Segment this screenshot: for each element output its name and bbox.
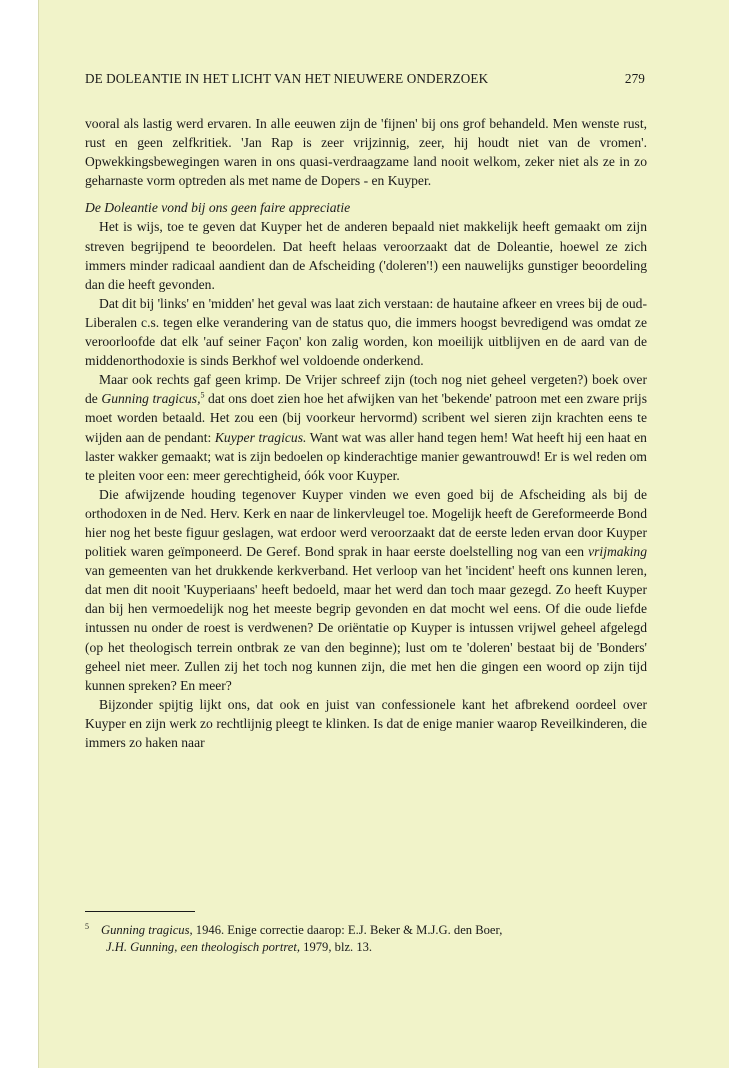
paragraph-1: vooral als lastig werd ervaren. In alle eeuwen zijn de 'fijnen' bij ons grof behandeld. Men wenste rust, rust en geen zelfkritiek. 'Jan Rap is zeer vrijzinnig, zeer, hij houdt niet van de vromen'. Opwekkingsbewegingen waren in ons quasi-verdraagzame land nooit welkom, zeker niet als ze in zo geharnaste vorm optreden als met name de Dopers - en Kuyper. [85, 116, 647, 189]
footnote-divider [85, 911, 195, 912]
footnote-line-1 [85, 922, 647, 939]
p4-text-f: Want wat was aller hand tegen hem! Wat heeft hij een haat en laster wakker gemaakt; wat is zijn bedoelen op kinderachtige manier gewantrouwd! Er is wel reden om te pleiten voor een: meer gerechtigheid, óók voor Kuyper. [85, 429, 647, 483]
footnote-title-1: Gunning tragicus, [101, 923, 193, 937]
book-page [38, 0, 729, 1068]
footnote-text-2: 1979, blz. 13. [300, 940, 373, 955]
p4-title-gunning: Gunning tragicus, [101, 391, 201, 407]
page-number: 279 [624, 71, 645, 86]
running-header [85, 71, 645, 87]
running-title: DE DOLEANTIE IN HET LICHT VAN HET NIEUWERE ONDERZOEK [85, 71, 489, 86]
paragraph-4 [85, 370, 647, 485]
paragraph-2: Het is wijs, toe te geven dat Kuyper het de anderen bepaald niet makkelijk heeft gemaakt om zijn streven begrijpend te beoordelen. Dat heeft helaas veroorzaakt dat de Doleantie, hoewel ze zich immers minder radicaal aandient dan de Afscheiding ('doleren'!) een nauwelijks gunstiger beoordeling dan die heeft gevonden. [85, 219, 647, 292]
paragraph-3: Dat dit bij 'links' en 'midden' het geval was laat zich verstaan: de hautaine afkeer en vrees bij de oud-Liberalen c.s. tegen elke verandering van de status quo, die immers hoogst bevredigend was omdat ze veroorloofde dat elk 'auf seiner Façon' kon zalig worden, kon moeilijk uitblijven en de aard van de middenorthodoxie is sinds Berkhof wel voldoende onderkend. [85, 295, 647, 369]
p4-text-a: Maar ook rechts gaf geen krimp. De Vrijer schreef zijn (toch nog niet geheel vergeten?) boek over de [85, 372, 647, 407]
paragraph-6: Bijzonder spijtig lijkt ons, dat ook en juist van confessionele kant het afbrekend oordeel over Kuyper en zijn werk zo rechtlijnig pleegt te klinken. Is dat de enige manier waarop Reveilkinderen, die immers zo haken naar [85, 696, 647, 750]
footnote-text-1: 1946. Enige correctie daarop: E.J. Beker & M.J.G. den Boer, [192, 923, 503, 937]
p4-title-kuyper: Kuyper tragicus. [214, 429, 307, 445]
footnote-number: 5 [85, 921, 89, 931]
p5-text-a: Die afwijzende houding tegenover Kuyper vinden we even goed bij de Afscheiding als bij de orthodoxen in de Ned. Herv. Kerk en naar de linkervleugel toe. Mogelijk heeft de Gereformeerde Bond hier nog het beste figuur geslagen, wat erdoor werd veroorzaakt dat de eerste leden ervan door Kuyper politiek waren geïmponeerd. De Geref. Bond sprak in haar eerste doelstelling nog van een [85, 486, 647, 560]
p5-term-vrijmaking: vrijmaking [588, 544, 647, 560]
footnote-line-2 [85, 939, 647, 956]
paragraph-5 [85, 485, 647, 695]
footnote [85, 922, 647, 957]
p5-text-c: van gemeenten van het drukkende kerkverband. Het verloop van het 'incident' heeft ons kunnen leren, dat men dit nooit 'Kuyperiaans' heeft bedoeld, maar het werd dan toch maar gezegd. Zo heeft Kuyper dan bij hen vermoedelijk nog het meeste begrip gevonden en dat mocht wel eens. Of die oude liefde intussen nu onder de roest is verdwenen? De oriëntatie op Kuyper is intussen vrijwel geheel afgelegd (op het theologisch terrein ontbrak ze van den beginne); lust om te 'doleren' bestaat bij de 'Bonders' geheel niet meer. Zullen zij het toch nog kunnen zijn, die met hen die gingen een woord op zijn tijd kunnen spreken? En meer? [85, 563, 647, 693]
footnote-ref-5[interactable]: 5 [200, 390, 205, 400]
p4-text-d: dat ons doet zien hoe het afwijken van het 'bekende' patroon met een zware prijs moet worden betaald. Het zou een (bij voorkeur hervormd) scribent wel sieren zijn krachten eens te wijden aan de pendant: [85, 391, 647, 445]
footnote-title-2: J.H. Gunning, een theologisch portret, [106, 940, 301, 955]
main-text [85, 114, 647, 752]
section-subheading: De Doleantie vond bij ons geen faire appreciatie [85, 200, 351, 216]
